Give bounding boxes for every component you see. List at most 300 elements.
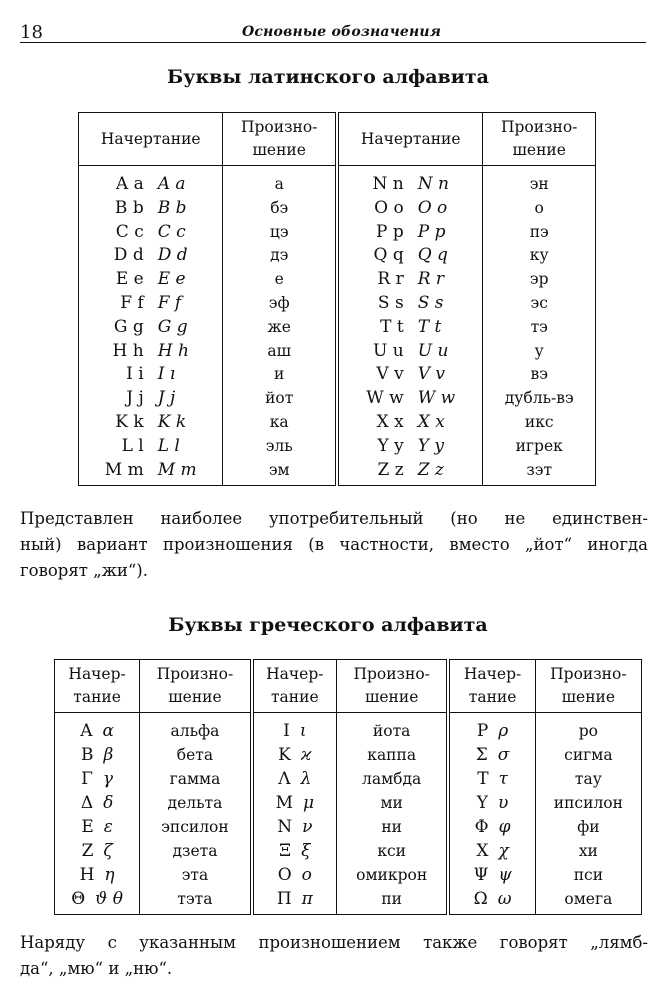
- table-row: [79, 244, 596, 268]
- latin-italic-upper: X: [417, 411, 430, 432]
- greek-upper: M: [275, 793, 293, 813]
- latin-italic-upper: U: [417, 340, 433, 361]
- latin-italic-pair: [418, 221, 446, 245]
- greek-glyph-cell: [55, 767, 140, 791]
- latin-upright-pair: [377, 268, 403, 292]
- latin-lower: p: [392, 221, 404, 242]
- latin-italic-pair: [158, 316, 188, 340]
- latin-italic-pair: [418, 244, 448, 268]
- latin-italic-lower: w: [440, 388, 456, 409]
- greek-note-line: Наряду с указанным произношением также говорят „лямб-: [20, 933, 648, 952]
- latin-upper: V: [376, 364, 389, 385]
- latin-italic-lower: l: [174, 435, 180, 456]
- latin-upright-pair: [116, 268, 144, 292]
- latin-italic-lower: m: [180, 459, 197, 480]
- latin-glyph-group: [79, 459, 222, 483]
- latin-lower: q: [392, 245, 404, 266]
- greek-glyph-group: [254, 839, 336, 863]
- greek-glyph-group: [450, 863, 534, 887]
- latin-italic-upper: P: [417, 221, 430, 242]
- latin-italic-pair: [418, 316, 442, 340]
- latin-glyph-group: [79, 221, 222, 245]
- latin-italic-upper: B: [157, 197, 171, 218]
- latin-glyph-group: [79, 316, 222, 340]
- latin-upright-pair: [373, 340, 404, 364]
- greek-glyph-group: [450, 743, 534, 767]
- greek-glyph-group: [254, 863, 336, 887]
- table-row: [55, 743, 642, 767]
- latin-glyph-group: [339, 363, 482, 387]
- latin-upper: G: [113, 316, 128, 337]
- greek-upper: Φ: [474, 817, 489, 837]
- greek-section-title: Буквы греческого алфавита: [168, 614, 488, 636]
- latin-pronunciation: ку: [483, 244, 596, 268]
- greek-glyph-cell: [252, 791, 337, 815]
- greek-pronunciation: ми: [336, 791, 448, 815]
- latin-lower: g: [132, 316, 144, 337]
- latin-glyph-group: [339, 221, 482, 245]
- latin-italic-lower: e: [175, 269, 186, 290]
- table-row: [79, 435, 596, 459]
- greek-glyph-cell: [55, 839, 140, 863]
- latin-upper: T: [380, 316, 392, 337]
- latin-italic-upper: R: [417, 269, 431, 290]
- latin-italic-lower: f: [174, 292, 182, 313]
- latin-glyph-cell: [337, 316, 483, 340]
- latin-lower: e: [133, 269, 144, 290]
- greek-upper: Υ: [476, 793, 489, 813]
- latin-lower: b: [132, 197, 144, 218]
- latin-section-title: Буквы латинского алфавита: [167, 66, 489, 88]
- greek-glyph-group: [450, 791, 534, 815]
- latin-lower: r: [395, 269, 404, 290]
- table-row: [79, 316, 596, 340]
- greek-header-row: [55, 660, 642, 713]
- greek-pronunciation: эпсилон: [140, 815, 252, 839]
- latin-glyph-cell: [79, 411, 223, 435]
- table-row: [55, 887, 642, 915]
- greek-lower: υ: [498, 793, 509, 813]
- greek-upper: Ξ: [279, 841, 292, 861]
- latin-note-line: Представлен наиболее употребительный (но не единствен-: [20, 509, 648, 528]
- latin-lower: d: [132, 245, 144, 266]
- latin-lower: i: [138, 364, 144, 385]
- latin-italic-pair: [418, 173, 449, 197]
- greek-glyph-group: [254, 743, 336, 767]
- latin-glyph-cell: [337, 459, 483, 486]
- latin-italic-upper: Q: [417, 245, 432, 266]
- greek-lower: χ: [498, 841, 509, 861]
- latin-lower: x: [394, 411, 404, 432]
- latin-pronunciation: зэт: [483, 459, 596, 486]
- latin-header-glyph-2: Начертание: [337, 113, 483, 166]
- table-row: [79, 292, 596, 316]
- latin-upper: L: [121, 435, 133, 456]
- latin-glyph-cell: [79, 244, 223, 268]
- latin-italic-upper: D: [157, 245, 172, 266]
- latin-lower: c: [134, 221, 144, 242]
- greek-glyph-cell: [448, 767, 535, 791]
- latin-upright-pair: [376, 363, 403, 387]
- latin-italic-pair: [418, 197, 448, 221]
- latin-italic-lower: o: [437, 197, 448, 218]
- latin-glyph-group: [79, 411, 222, 435]
- greek-lower: ι: [299, 721, 307, 741]
- latin-upper: I: [126, 364, 133, 385]
- greek-header-glyph: Начер- тание: [55, 660, 140, 713]
- greek-lower: δ: [103, 793, 114, 813]
- latin-upright-pair: [105, 459, 144, 483]
- greek-note: [20, 930, 648, 982]
- greek-upper: Θ: [71, 889, 86, 909]
- table-row: [79, 411, 596, 435]
- latin-italic-lower: q: [437, 245, 448, 266]
- latin-italic-upper: G: [157, 316, 172, 337]
- latin-header-pron-2: Произно- шение: [483, 113, 596, 166]
- greek-glyph-group: [254, 791, 336, 815]
- greek-lower: φ: [498, 817, 511, 837]
- latin-upper: N: [372, 174, 388, 194]
- greek-pronunciation: ро: [535, 713, 641, 744]
- latin-upright-pair: [126, 363, 144, 387]
- latin-italic-pair: [418, 292, 444, 316]
- latin-italic-lower: n: [437, 174, 449, 194]
- latin-pronunciation: эс: [483, 292, 596, 316]
- latin-pronunciation: е: [223, 268, 337, 292]
- latin-italic-lower: s: [434, 292, 444, 313]
- greek-pronunciation: ни: [336, 815, 448, 839]
- greek-upper: N: [277, 817, 293, 837]
- latin-note-line: ный) вариант произношения (в частности, вместо „йот“ иногда: [20, 535, 648, 554]
- greek-glyph-cell: [448, 791, 535, 815]
- latin-glyph-cell: [337, 268, 483, 292]
- latin-italic-pair: [158, 387, 176, 411]
- latin-glyph-cell: [337, 435, 483, 459]
- latin-italic-upper: W: [417, 388, 436, 409]
- latin-italic-upper: F: [157, 292, 170, 313]
- greek-pronunciation: ламбда: [336, 767, 448, 791]
- greek-glyph-cell: [55, 863, 140, 887]
- latin-note-line: говорят „жи“).: [20, 561, 148, 580]
- latin-italic-pair: [418, 363, 445, 387]
- latin-lower: t: [396, 316, 404, 337]
- greek-lower: μ: [303, 793, 315, 813]
- latin-italic-pair: [158, 292, 182, 316]
- greek-upper: Π: [276, 889, 292, 909]
- latin-italic-upper: V: [417, 364, 430, 385]
- latin-italic-lower: a: [175, 174, 186, 194]
- latin-glyph-group: [339, 340, 482, 364]
- greek-glyph-cell: [55, 791, 140, 815]
- greek-header-glyph-3: Начер- тание: [448, 660, 535, 713]
- latin-glyph-cell: [79, 435, 223, 459]
- greek-glyph-cell: [55, 713, 140, 744]
- latin-glyph-group: [339, 411, 482, 435]
- latin-italic-pair: [158, 435, 180, 459]
- latin-pronunciation: эр: [483, 268, 596, 292]
- latin-pronunciation: эн: [483, 166, 596, 197]
- latin-glyph-cell: [337, 166, 483, 197]
- table-row: [79, 268, 596, 292]
- greek-upper: A: [80, 721, 93, 741]
- latin-upright-pair: [378, 459, 404, 483]
- greek-glyph-cell: [55, 815, 140, 839]
- latin-pronunciation: у: [483, 340, 596, 364]
- latin-glyph-group: [79, 435, 222, 459]
- latin-glyph-group: [339, 387, 482, 411]
- greek-lower: ν: [302, 817, 313, 837]
- latin-upright-pair: [113, 340, 144, 364]
- latin-upper: J: [126, 388, 134, 409]
- latin-glyph-group: [79, 244, 222, 268]
- latin-pronunciation: и: [223, 363, 337, 387]
- greek-lower: ζ: [103, 841, 113, 861]
- greek-lower: τ: [498, 769, 508, 789]
- latin-glyph-group: [339, 292, 482, 316]
- latin-glyph-group: [79, 340, 222, 364]
- latin-italic-upper: L: [157, 435, 170, 456]
- latin-glyph-cell: [79, 166, 223, 197]
- greek-lower: ϑ θ: [95, 889, 123, 909]
- greek-lower: ε: [103, 817, 113, 837]
- page-header: [20, 20, 646, 43]
- latin-lower: k: [133, 411, 144, 432]
- latin-italic-upper: O: [417, 197, 432, 218]
- latin-upright-pair: [377, 435, 403, 459]
- latin-glyph-group: [79, 292, 222, 316]
- latin-glyph-group: [79, 173, 222, 197]
- latin-italic-pair: [158, 244, 188, 268]
- latin-upright-pair: [114, 244, 144, 268]
- latin-upright-pair: [374, 197, 404, 221]
- table-row: [55, 791, 642, 815]
- table-row: [79, 363, 596, 387]
- greek-pronunciation: эта: [140, 863, 252, 887]
- greek-lower: ω: [497, 889, 512, 909]
- latin-glyph-group: [339, 244, 482, 268]
- latin-upright-pair: [122, 435, 144, 459]
- latin-italic-pair: [418, 459, 444, 483]
- latin-italic-lower: c: [176, 221, 186, 242]
- latin-italic-upper: Z: [417, 459, 430, 480]
- latin-upper: H: [112, 340, 128, 361]
- greek-glyph-cell: [448, 863, 535, 887]
- greek-upper: Σ: [475, 745, 488, 765]
- latin-glyph-cell: [79, 387, 223, 411]
- latin-upper: S: [377, 292, 390, 313]
- greek-upper: Λ: [278, 769, 291, 789]
- greek-pronunciation: ипсилон: [535, 791, 641, 815]
- greek-upper: Δ: [80, 793, 94, 813]
- latin-italic-lower: y: [434, 435, 444, 456]
- table-row: [79, 221, 596, 245]
- latin-pronunciation: икс: [483, 411, 596, 435]
- greek-glyph-cell: [448, 815, 535, 839]
- greek-upper: Z: [81, 841, 94, 861]
- greek-glyph-cell: [448, 887, 535, 915]
- latin-glyph-cell: [79, 292, 223, 316]
- latin-italic-pair: [418, 411, 445, 435]
- latin-pronunciation: о: [483, 197, 596, 221]
- latin-glyph-cell: [79, 363, 223, 387]
- latin-pronunciation: аш: [223, 340, 337, 364]
- greek-pronunciation: омикрон: [336, 863, 448, 887]
- greek-pronunciation: кси: [336, 839, 448, 863]
- latin-italic-pair: [158, 459, 197, 483]
- latin-italic-upper: J: [157, 388, 165, 409]
- latin-glyph-cell: [337, 197, 483, 221]
- greek-upper: H: [79, 865, 95, 885]
- latin-italic-pair: [158, 221, 186, 245]
- greek-header-pron-3: Произно- шение: [535, 660, 641, 713]
- latin-lower: a: [133, 174, 144, 194]
- latin-italic-lower: t: [434, 316, 442, 337]
- table-row: [79, 459, 596, 486]
- greek-lower: ο: [301, 865, 312, 885]
- latin-italic-pair: [158, 197, 187, 221]
- latin-italic-upper: S: [417, 292, 430, 313]
- latin-lower: z: [394, 459, 404, 480]
- greek-upper: Ψ: [473, 865, 489, 885]
- latin-upper: Z: [377, 459, 390, 480]
- greek-pronunciation: пси: [535, 863, 641, 887]
- latin-italic-upper: Y: [417, 435, 429, 456]
- latin-pronunciation: цэ: [223, 221, 337, 245]
- latin-glyph-cell: [79, 316, 223, 340]
- latin-pronunciation: ка: [223, 411, 337, 435]
- latin-pronunciation: эм: [223, 459, 337, 486]
- greek-glyph-group: [55, 839, 139, 863]
- latin-glyph-cell: [79, 197, 223, 221]
- latin-italic-upper: I: [157, 364, 165, 385]
- greek-glyph-cell: [252, 863, 337, 887]
- latin-glyph-group: [339, 173, 482, 197]
- greek-glyph-cell: [252, 743, 337, 767]
- greek-upper: O: [277, 865, 292, 885]
- greek-note-line: да“, „мю“ и „ню“.: [20, 959, 173, 978]
- greek-upper: Ω: [473, 889, 488, 909]
- greek-glyph-cell: [448, 713, 535, 744]
- latin-glyph-cell: [79, 268, 223, 292]
- greek-lower: α: [102, 721, 114, 741]
- latin-lower: m: [127, 459, 144, 480]
- latin-pronunciation: дэ: [223, 244, 337, 268]
- latin-italic-lower: z: [434, 459, 444, 480]
- latin-italic-lower: u: [437, 340, 449, 361]
- latin-note: [20, 506, 648, 584]
- latin-lower: l: [138, 435, 144, 456]
- table-row: [55, 767, 642, 791]
- latin-upper: E: [115, 269, 129, 290]
- latin-lower: h: [132, 340, 144, 361]
- latin-glyph-cell: [79, 340, 223, 364]
- greek-pronunciation: дзета: [140, 839, 252, 863]
- greek-pronunciation: каппа: [336, 743, 448, 767]
- greek-lower: ρ: [498, 721, 509, 741]
- greek-alphabet-table: [54, 659, 642, 915]
- running-title: Основные обозначения: [242, 24, 442, 40]
- latin-upper: U: [373, 340, 388, 361]
- greek-upper: P: [476, 721, 489, 741]
- table-row: [79, 197, 596, 221]
- greek-upper: K: [278, 745, 291, 765]
- latin-glyph-cell: [79, 459, 223, 486]
- latin-alphabet-table: [78, 112, 596, 486]
- latin-lower: s: [394, 292, 404, 313]
- greek-glyph-group: [55, 815, 139, 839]
- latin-upper: X: [376, 411, 389, 432]
- latin-italic-pair: [418, 268, 444, 292]
- greek-upper: X: [476, 841, 489, 861]
- greek-glyph-group: [55, 719, 139, 743]
- greek-glyph-group: [55, 887, 139, 911]
- latin-glyph-cell: [337, 221, 483, 245]
- latin-glyph-cell: [337, 292, 483, 316]
- latin-glyph-cell: [337, 340, 483, 364]
- latin-lower: o: [393, 197, 404, 218]
- latin-italic-upper: H: [157, 340, 173, 361]
- latin-italic-lower: p: [434, 221, 446, 242]
- latin-italic-pair: [418, 387, 455, 411]
- greek-glyph-group: [450, 887, 534, 911]
- latin-upright-pair: [114, 316, 144, 340]
- latin-italic-upper: T: [417, 316, 430, 337]
- latin-upper: W: [366, 388, 384, 409]
- latin-italic-lower: d: [176, 245, 188, 266]
- latin-upright-pair: [372, 173, 403, 197]
- latin-italic-lower: g: [176, 316, 188, 337]
- greek-glyph-group: [450, 815, 534, 839]
- greek-lower: η: [104, 865, 115, 885]
- greek-pronunciation: йота: [336, 713, 448, 744]
- latin-lower: u: [392, 340, 404, 361]
- latin-upper: K: [115, 411, 128, 432]
- latin-italic-lower: v: [435, 364, 445, 385]
- latin-pronunciation: эф: [223, 292, 337, 316]
- latin-italic-pair: [158, 411, 186, 435]
- latin-lower: n: [392, 174, 404, 194]
- latin-upper: R: [377, 269, 391, 290]
- latin-italic-upper: N: [417, 174, 433, 194]
- greek-pronunciation: гамма: [140, 767, 252, 791]
- greek-pronunciation: тау: [535, 767, 641, 791]
- latin-upper: D: [113, 245, 128, 266]
- latin-italic-upper: A: [157, 174, 170, 194]
- greek-upper: I: [283, 721, 290, 741]
- latin-glyph-group: [79, 363, 222, 387]
- greek-upper: E: [81, 817, 94, 837]
- latin-upper: B: [114, 197, 128, 218]
- latin-pronunciation: эль: [223, 435, 337, 459]
- table-row: [55, 815, 642, 839]
- latin-upright-pair: [126, 387, 144, 411]
- table-row: [79, 387, 596, 411]
- greek-pronunciation: омега: [535, 887, 641, 915]
- latin-glyph-group: [339, 316, 482, 340]
- latin-upright-pair: [377, 411, 404, 435]
- greek-header-glyph-2: Начер- тание: [252, 660, 337, 713]
- greek-glyph-group: [254, 887, 336, 911]
- latin-upright-pair: [115, 197, 144, 221]
- greek-lower: ϰ: [300, 745, 312, 765]
- latin-upright-pair: [366, 387, 403, 411]
- latin-upper: O: [374, 197, 389, 218]
- latin-glyph-group: [79, 387, 222, 411]
- greek-pronunciation: бета: [140, 743, 252, 767]
- table-row: [79, 166, 596, 197]
- greek-lower: ξ: [301, 841, 311, 861]
- latin-glyph-cell: [337, 363, 483, 387]
